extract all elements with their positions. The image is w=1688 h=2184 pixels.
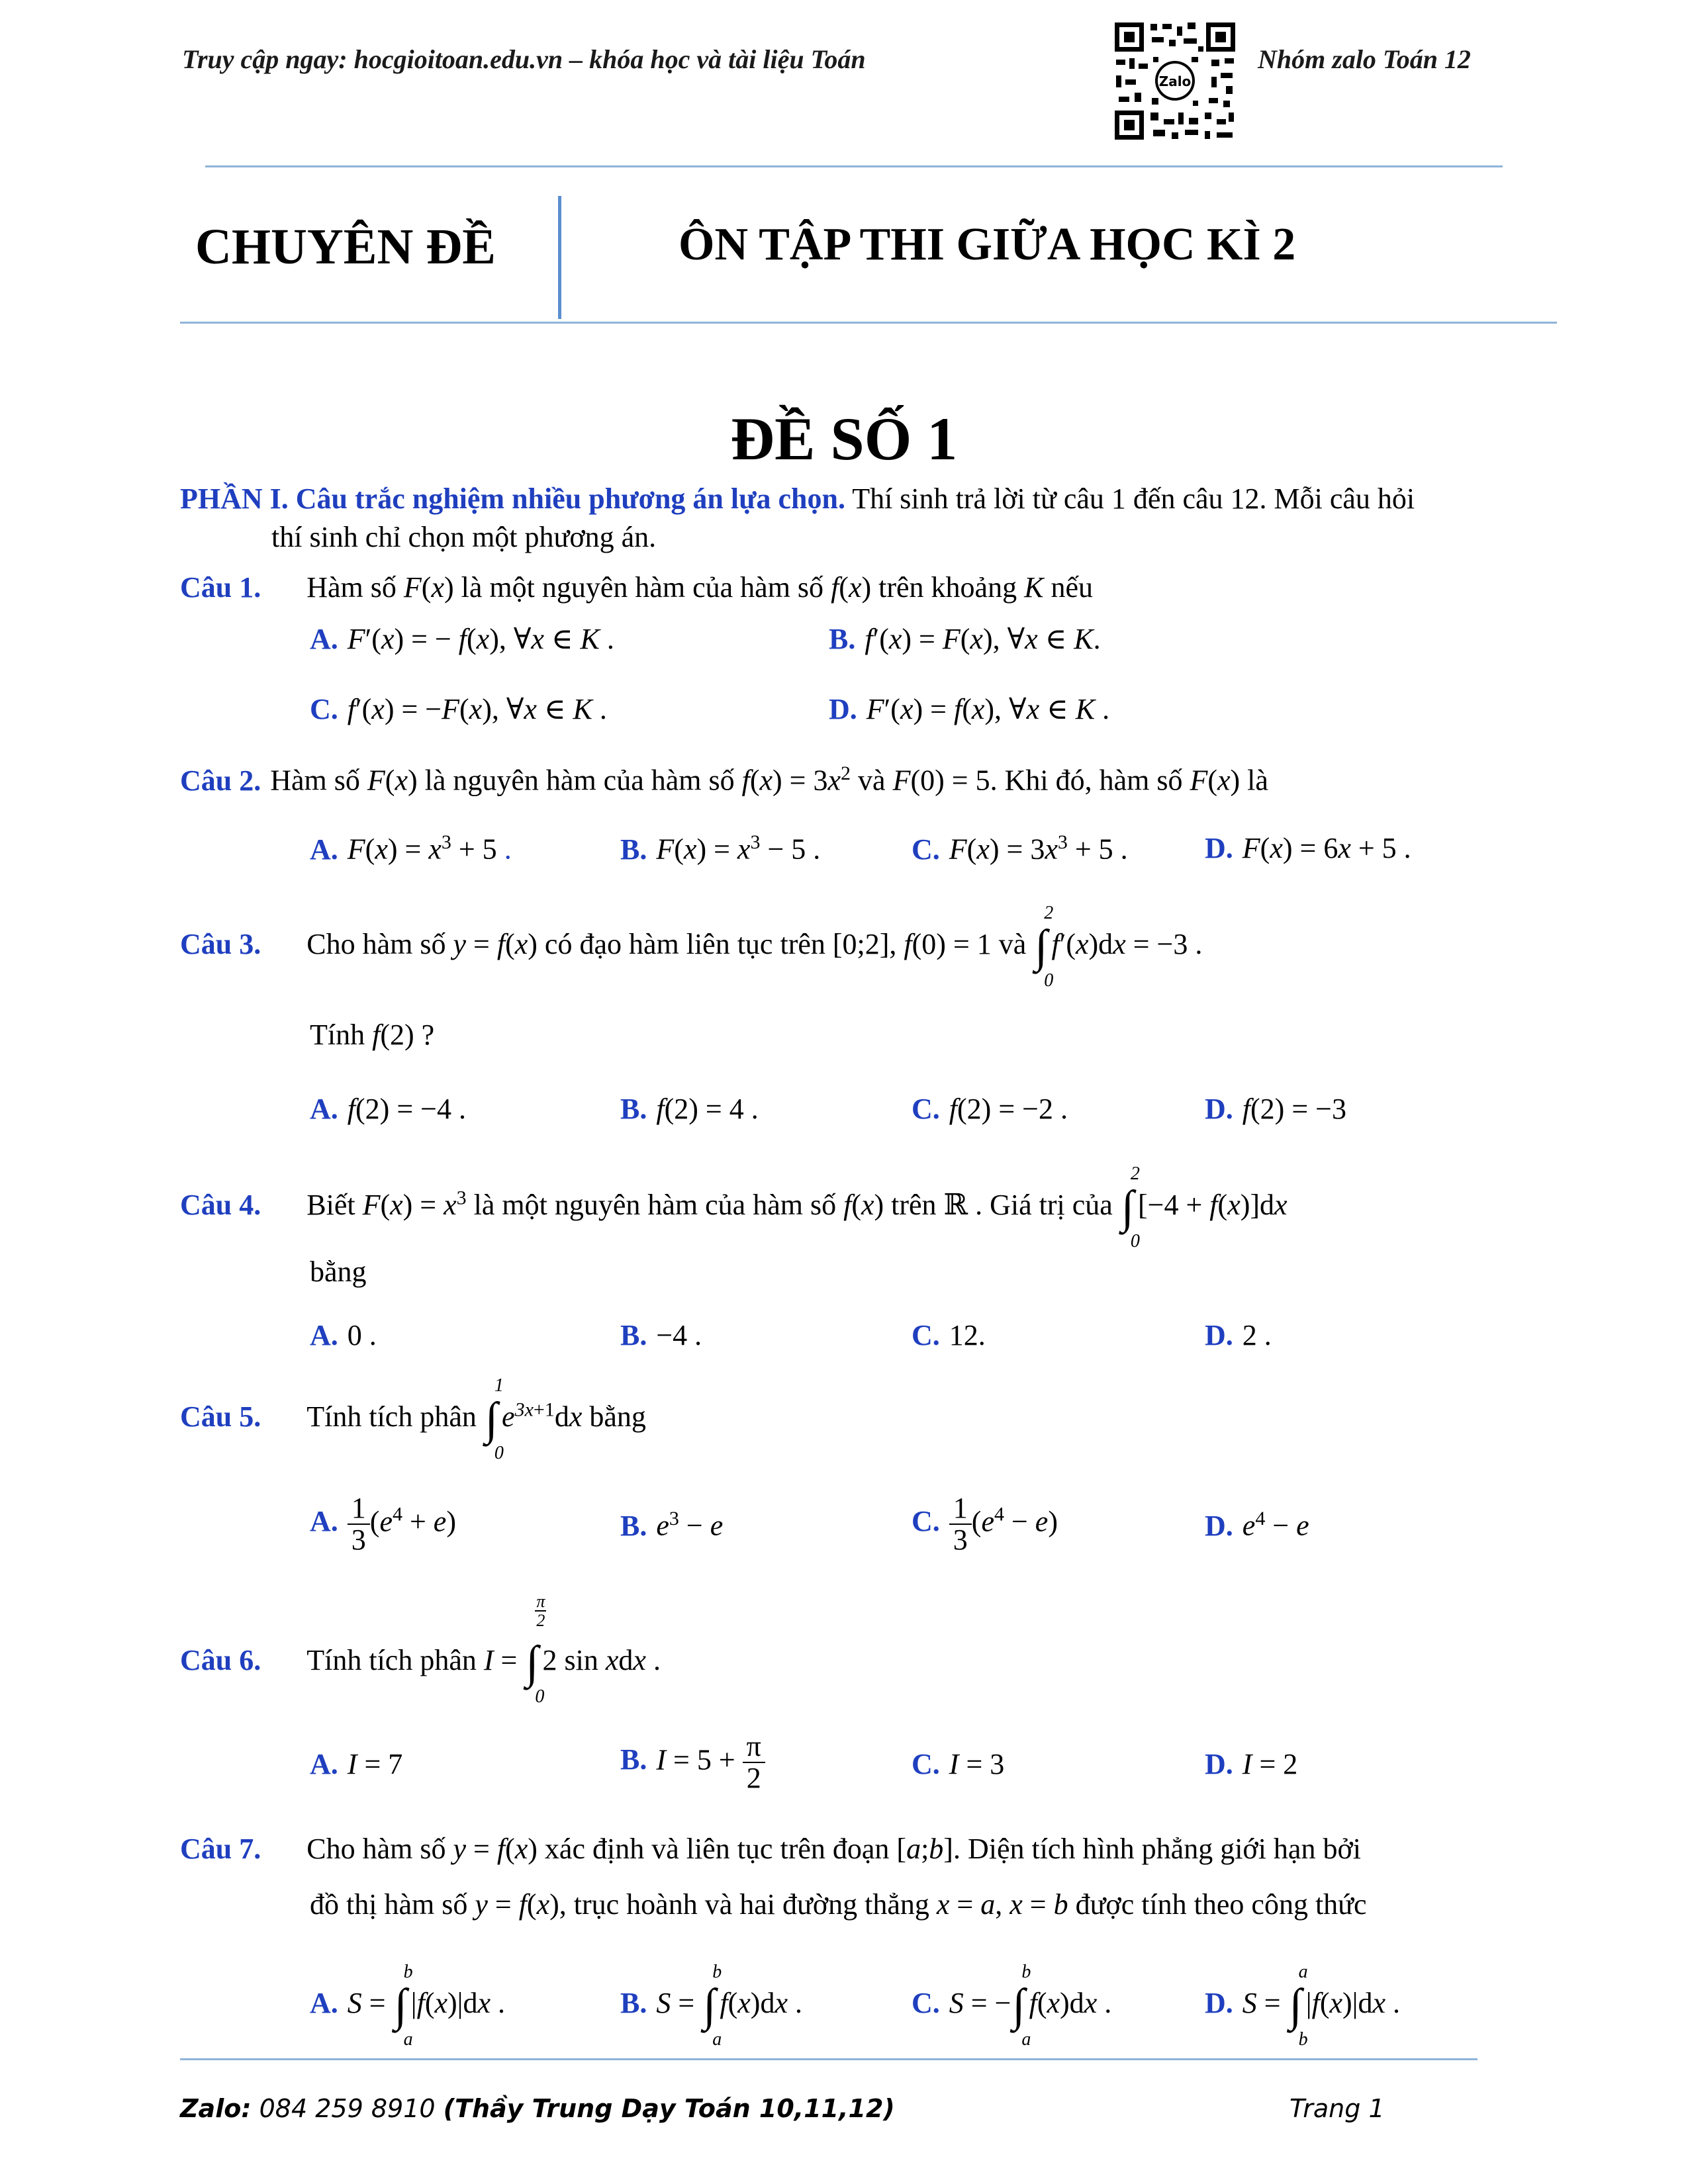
question-5: Câu 5. Tính tích phân ∫ 1 0 $e^{3x+1}dx$ bằng: [180, 1375, 646, 1463]
q7-option-d[interactable]: D. S = ∫ a b |f(x)|dx .: [1205, 1962, 1401, 2050]
title-separator: [558, 196, 561, 319]
q2-option-a[interactable]: A. $F(x) = x^3 + 5$ .: [310, 831, 512, 866]
question-4: Câu 4. Biết $F(x) = x^3$ là một nguyên hàm của hàm số f(x) trên ℝ . Giá trị của ∫ 2 0 [−4 + f(x)]dx: [180, 1163, 1288, 1251]
q6-option-b[interactable]: B. I = 5 + $\frac{\pi}{2}$: [620, 1731, 765, 1794]
integral-sign: ∫ 2 0: [1035, 903, 1054, 991]
question-3-label: Câu 3.: [180, 928, 261, 961]
question-7: Câu 7. Cho hàm số y = f(x) xác định và liên tục trên đoạn [a;b]. Diện tích hình phẳng giới hạn bởi: [180, 1833, 1361, 1865]
exam-title: ĐỀ SỐ 1: [730, 405, 958, 473]
q5-option-c[interactable]: C. $\frac{1}{3}$ $(e^4 - e)$: [912, 1492, 1058, 1557]
q5-option-d[interactable]: D. $e^4 - e$: [1205, 1508, 1309, 1542]
question-4-label: Câu 4.: [180, 1189, 261, 1222]
integral-sign: ∫ 2 0: [1121, 1163, 1140, 1251]
integral-sign: ∫ 1 0: [485, 1375, 504, 1463]
header-left-text: Truy cập ngay: hocgioitoan.edu.vn – khóa học và tài liệu Toán: [182, 44, 866, 74]
question-5-label: Câu 5.: [180, 1400, 261, 1433]
footer-contact: [180, 2094, 895, 2123]
q6-option-c[interactable]: C. I = 3: [912, 1748, 1005, 1780]
q4-option-c[interactable]: C. 12.: [912, 1319, 986, 1351]
q1-option-a[interactable]: A. F′(x) = − f(x), ∀x ∈ K .: [310, 623, 614, 655]
footer-phone: 084 259 8910: [259, 2094, 436, 2123]
q1-option-d[interactable]: D. F′(x) = f(x), ∀x ∈ K .: [829, 693, 1110, 725]
question-3-stem-2: Tính f(2) ?: [310, 1019, 435, 1051]
header-right-text: Nhóm zalo Toán 12: [1258, 44, 1471, 74]
part-text-1: Thí sinh trả lời từ câu 1 đến câu 12. Mỗi câu hỏi: [845, 482, 1415, 515]
topic-title: ÔN TẬP THI GIỮA HỌC KÌ 2: [679, 219, 1296, 270]
footer-teacher: (Thầy Trung Dạy Toán 10,11,12): [443, 2094, 895, 2123]
footer-zalo-label: Zalo:: [180, 2094, 252, 2123]
question-7-stem-2: đồ thị hàm số y = f(x), trục hoành và hai đường thẳng x = a, x = b được tính theo công thức: [310, 1888, 1367, 1921]
question-3: Câu 3. Cho hàm số y = f(x) có đạo hàm liên tục trên [0;2], f(0) = 1 và ∫ 2 0 f′(x)dx = −3 .: [180, 903, 1203, 991]
question-1-label: Câu 1.: [180, 571, 261, 604]
q6-option-d[interactable]: D. I = 2: [1205, 1748, 1298, 1780]
part-heading-line: [180, 482, 1415, 516]
q2-option-c[interactable]: C. $F(x) = 3x^3 + 5$ .: [912, 831, 1128, 866]
q5-option-a[interactable]: A. $\frac{1}{3}$ $(e^4 + e)$: [310, 1492, 456, 1557]
q7-option-a[interactable]: A. S = ∫ b a |f(x)|dx .: [310, 1962, 506, 2050]
svg-text:Zalo: Zalo: [1158, 73, 1192, 89]
question-7-label: Câu 7.: [180, 1833, 261, 1865]
question-2-label: Câu 2.: [180, 764, 261, 797]
q3-option-a[interactable]: A. f(2) = −4 .: [310, 1093, 466, 1125]
q2-option-d[interactable]: D. F(x) = 6x + 5 .: [1205, 832, 1411, 864]
footer-divider: [180, 2058, 1477, 2060]
title-divider: [180, 322, 1557, 324]
qr-code-icon: [1112, 20, 1238, 142]
q2-option-b[interactable]: B. $F(x) = x^3 - 5$ .: [620, 831, 821, 866]
q5-option-b[interactable]: B. $e^3 - e$: [620, 1508, 724, 1542]
integral-sign: ∫ $\frac{\pi}{2}$ 0: [526, 1592, 545, 1707]
question-4-stem-2: bằng: [310, 1255, 367, 1288]
question-6-label: Câu 6.: [180, 1644, 261, 1677]
q6-option-a[interactable]: A. I = 7: [310, 1748, 403, 1780]
part-text-2: thí sinh chỉ chọn một phương án.: [271, 521, 657, 553]
topic-label: CHUYÊN ĐỀ: [195, 219, 496, 275]
qr-code[interactable]: [1112, 20, 1238, 142]
q1-option-b[interactable]: B. f′(x) = F(x), ∀x ∈ K.: [829, 623, 1101, 655]
q3-option-d[interactable]: D. f(2) = −3: [1205, 1093, 1346, 1125]
page-number: Trang 1: [1289, 2094, 1385, 2123]
question-1: Câu 1. Hàm số F(x) là một nguyên hàm của hàm số f(x) trên khoảng K nếu: [180, 571, 1093, 604]
q4-option-b[interactable]: B. −4 .: [620, 1319, 702, 1351]
q4-option-a[interactable]: A. 0 .: [310, 1319, 377, 1351]
part-heading: PHẦN I. Câu trắc nghiệm nhiều phương án lựa chọn.: [180, 482, 845, 515]
q3-option-b[interactable]: B. f(2) = 4 .: [620, 1093, 759, 1125]
q3-option-c[interactable]: C. f(2) = −2 .: [912, 1093, 1068, 1125]
question-6: Câu 6. Tính tích phân I = ∫ $\frac{\pi}{2}$ 0 2 sin xdx .: [180, 1592, 661, 1707]
q1-option-c[interactable]: C. f′(x) = −F(x), ∀x ∈ K .: [310, 693, 607, 725]
q7-option-b[interactable]: B. S = ∫ b a f(x)dx .: [620, 1962, 802, 2050]
question-2: Câu 2. Hàm số F(x) là nguyên hàm của hàm số $f(x) = 3x^2$ và F(0) = 5. Khi đó, hàm số F(x) là: [180, 762, 1268, 797]
q4-option-d[interactable]: D. 2 .: [1205, 1319, 1272, 1351]
header-divider: [205, 165, 1503, 167]
q7-option-c[interactable]: C. S = −∫ b a f(x)dx .: [912, 1962, 1112, 2050]
